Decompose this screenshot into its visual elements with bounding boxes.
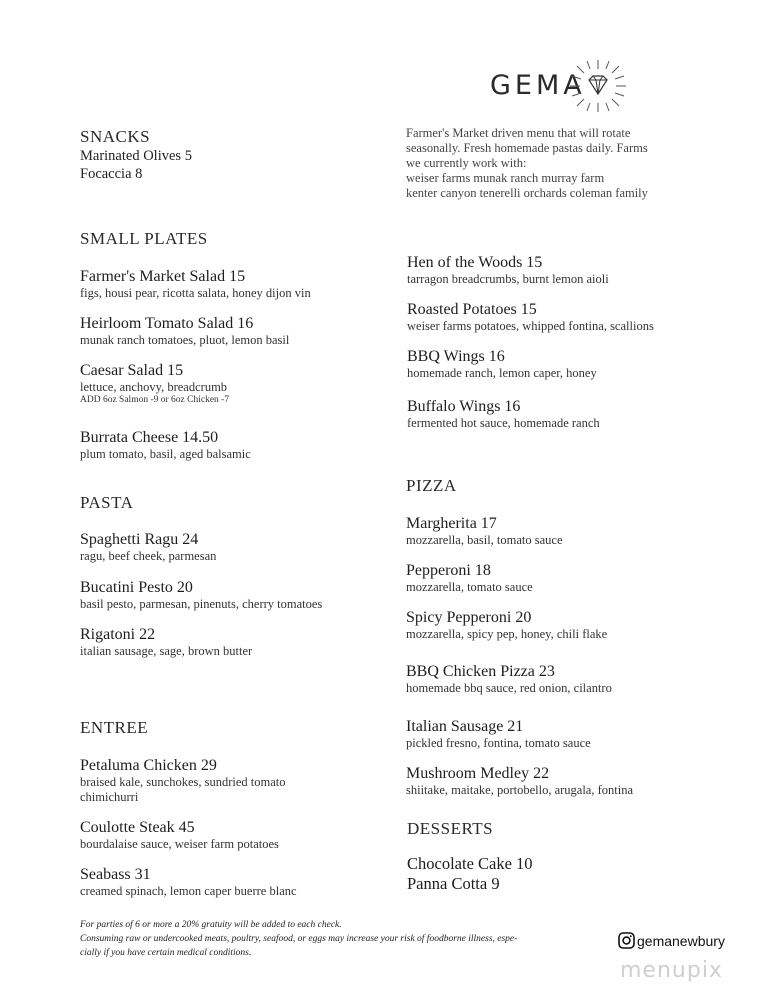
section-title-pizza: PIZZA	[406, 476, 457, 495]
menu-item	[80, 818, 279, 852]
item-name: Pepperoni 18	[406, 562, 491, 579]
menu-item	[80, 314, 289, 348]
footer-note: cially if you have certain medical conditions.	[80, 948, 252, 958]
item-description: plum tomato, basil, aged balsamic	[80, 447, 251, 461]
menu-item	[80, 267, 311, 301]
logo	[490, 66, 640, 116]
item-name: BBQ Chicken Pizza 23	[406, 663, 555, 680]
item-description: weiser farms potatoes, whipped fontina, scallions	[407, 319, 654, 333]
item-addon: ADD 6oz Salmon -9 or 6oz Chicken -7	[80, 395, 230, 405]
menu-item	[80, 530, 216, 564]
item-description: bourdalaise sauce, weiser farm potatoes	[80, 837, 279, 851]
menu-item	[80, 865, 297, 899]
menu-item	[80, 428, 251, 462]
item-name: Caesar Salad 15	[80, 362, 184, 379]
intro-line: seasonally. Fresh homemade pastas daily. Farms	[406, 141, 648, 155]
footer-notes	[80, 918, 517, 960]
item-description: chimichurri	[80, 790, 139, 804]
item-description: pickled fresno, fontina, tomato sauce	[406, 736, 591, 750]
menu-item	[406, 561, 533, 595]
item-description: shiitake, maitake, portobello, arugala, fontina	[406, 783, 634, 797]
item-name: Petaluma Chicken 29	[80, 757, 217, 774]
menu-item	[80, 578, 322, 612]
intro-line: we currently work with:	[406, 156, 527, 170]
item-description: creamed spinach, lemon caper buerre blanc	[80, 884, 297, 898]
item-name: Burrata Cheese 14.50	[80, 429, 219, 446]
menu-item	[407, 253, 609, 287]
menu-item	[80, 625, 252, 659]
item-description: fermented hot sauce, homemade ranch	[407, 416, 600, 430]
item-name: Bucatini Pesto 20	[80, 579, 193, 596]
dessert-item: Chocolate Cake 10	[407, 854, 533, 873]
item-description: basil pesto, parmesan, pinenuts, cherry tomatoes	[80, 597, 323, 611]
item-description: mozzarella, spicy pep, honey, chili flake	[406, 627, 608, 641]
item-name: Mushroom Medley 22	[406, 765, 550, 782]
instagram-username: gemanewbury	[637, 932, 725, 949]
item-name: Roasted Potatoes 15	[407, 301, 537, 318]
item-name: Buffalo Wings 16	[407, 398, 521, 415]
item-description: tarragon breadcrumbs, burnt lemon aioli	[407, 272, 609, 286]
menu-item	[407, 397, 600, 431]
menu-item	[406, 662, 612, 696]
menu-item	[406, 717, 591, 751]
item-description: ragu, beef cheek, parmesan	[80, 549, 217, 563]
menu-item	[406, 764, 633, 798]
intro-line: weiser farms munak ranch murray farm	[406, 171, 605, 185]
intro-line: kenter canyon tenerelli orchards coleman family	[406, 186, 648, 200]
menu-item	[406, 514, 563, 548]
item-name: Heirloom Tomato Salad 16	[80, 315, 254, 332]
logo-text: GEMA	[490, 70, 586, 101]
item-description: mozzarella, basil, tomato sauce	[406, 533, 563, 547]
dessert-item: Panna Cotta 9	[407, 874, 500, 893]
item-description: figs, housi pear, ricotta salata, honey dijon vin	[80, 286, 311, 300]
item-description: mozzarella, tomato sauce	[406, 580, 533, 594]
item-name: Hen of the Woods 15	[407, 254, 543, 271]
snack-item: Marinated Olives 5	[80, 148, 192, 164]
item-name: Margherita 17	[406, 515, 497, 532]
section-title-entree: ENTREE	[80, 718, 149, 737]
item-name: Spicy Pepperoni 20	[406, 609, 532, 626]
menu-item	[407, 300, 654, 334]
menu-item	[80, 361, 229, 406]
menu-item	[406, 608, 607, 642]
item-description: homemade ranch, lemon caper, honey	[407, 366, 597, 380]
item-name: Farmer's Market Salad 15	[80, 268, 246, 285]
item-name: Seabass 31	[80, 866, 151, 883]
intro-line: Farmer's Market driven menu that will rotate	[406, 126, 631, 140]
snack-item: Focaccia 8	[80, 166, 143, 182]
item-name: Spaghetti Ragu 24	[80, 531, 199, 548]
item-description: homemade bbq sauce, red onion, cilantro	[406, 681, 612, 695]
item-description: lettuce, anchovy, breadcrumb	[80, 380, 228, 394]
section-title-pasta: PASTA	[80, 493, 134, 512]
footer-note: Consuming raw or undercooked meats, poultry, seafood, or eggs may increase your risk of foodborne illness, espe-	[80, 934, 518, 944]
item-name: Coulotte Steak 45	[80, 819, 195, 836]
item-description: munak ranch tomatoes, pluot, lemon basil	[80, 333, 290, 347]
instagram-icon	[618, 932, 635, 949]
item-name: BBQ Wings 16	[407, 348, 505, 365]
section-title-small-plates: SMALL PLATES	[80, 229, 208, 248]
menu-item	[407, 347, 597, 381]
item-description: braised kale, sunchokes, sundried tomato	[80, 775, 286, 789]
item-description: italian sausage, sage, brown butter	[80, 644, 253, 658]
intro-text	[406, 126, 648, 201]
instagram-handle[interactable]	[618, 932, 725, 949]
section-title-desserts: DESSERTS	[407, 819, 494, 838]
footer-note: For parties of 6 or more a 20% gratuity will be added to each check.	[80, 920, 342, 930]
section-title-snacks: SNACKS	[80, 127, 151, 146]
watermark: menupix	[620, 958, 723, 983]
item-name: Rigatoni 22	[80, 626, 156, 643]
item-name: Italian Sausage 21	[406, 718, 524, 735]
menu-item	[80, 756, 286, 805]
diamond-icon	[562, 56, 634, 116]
